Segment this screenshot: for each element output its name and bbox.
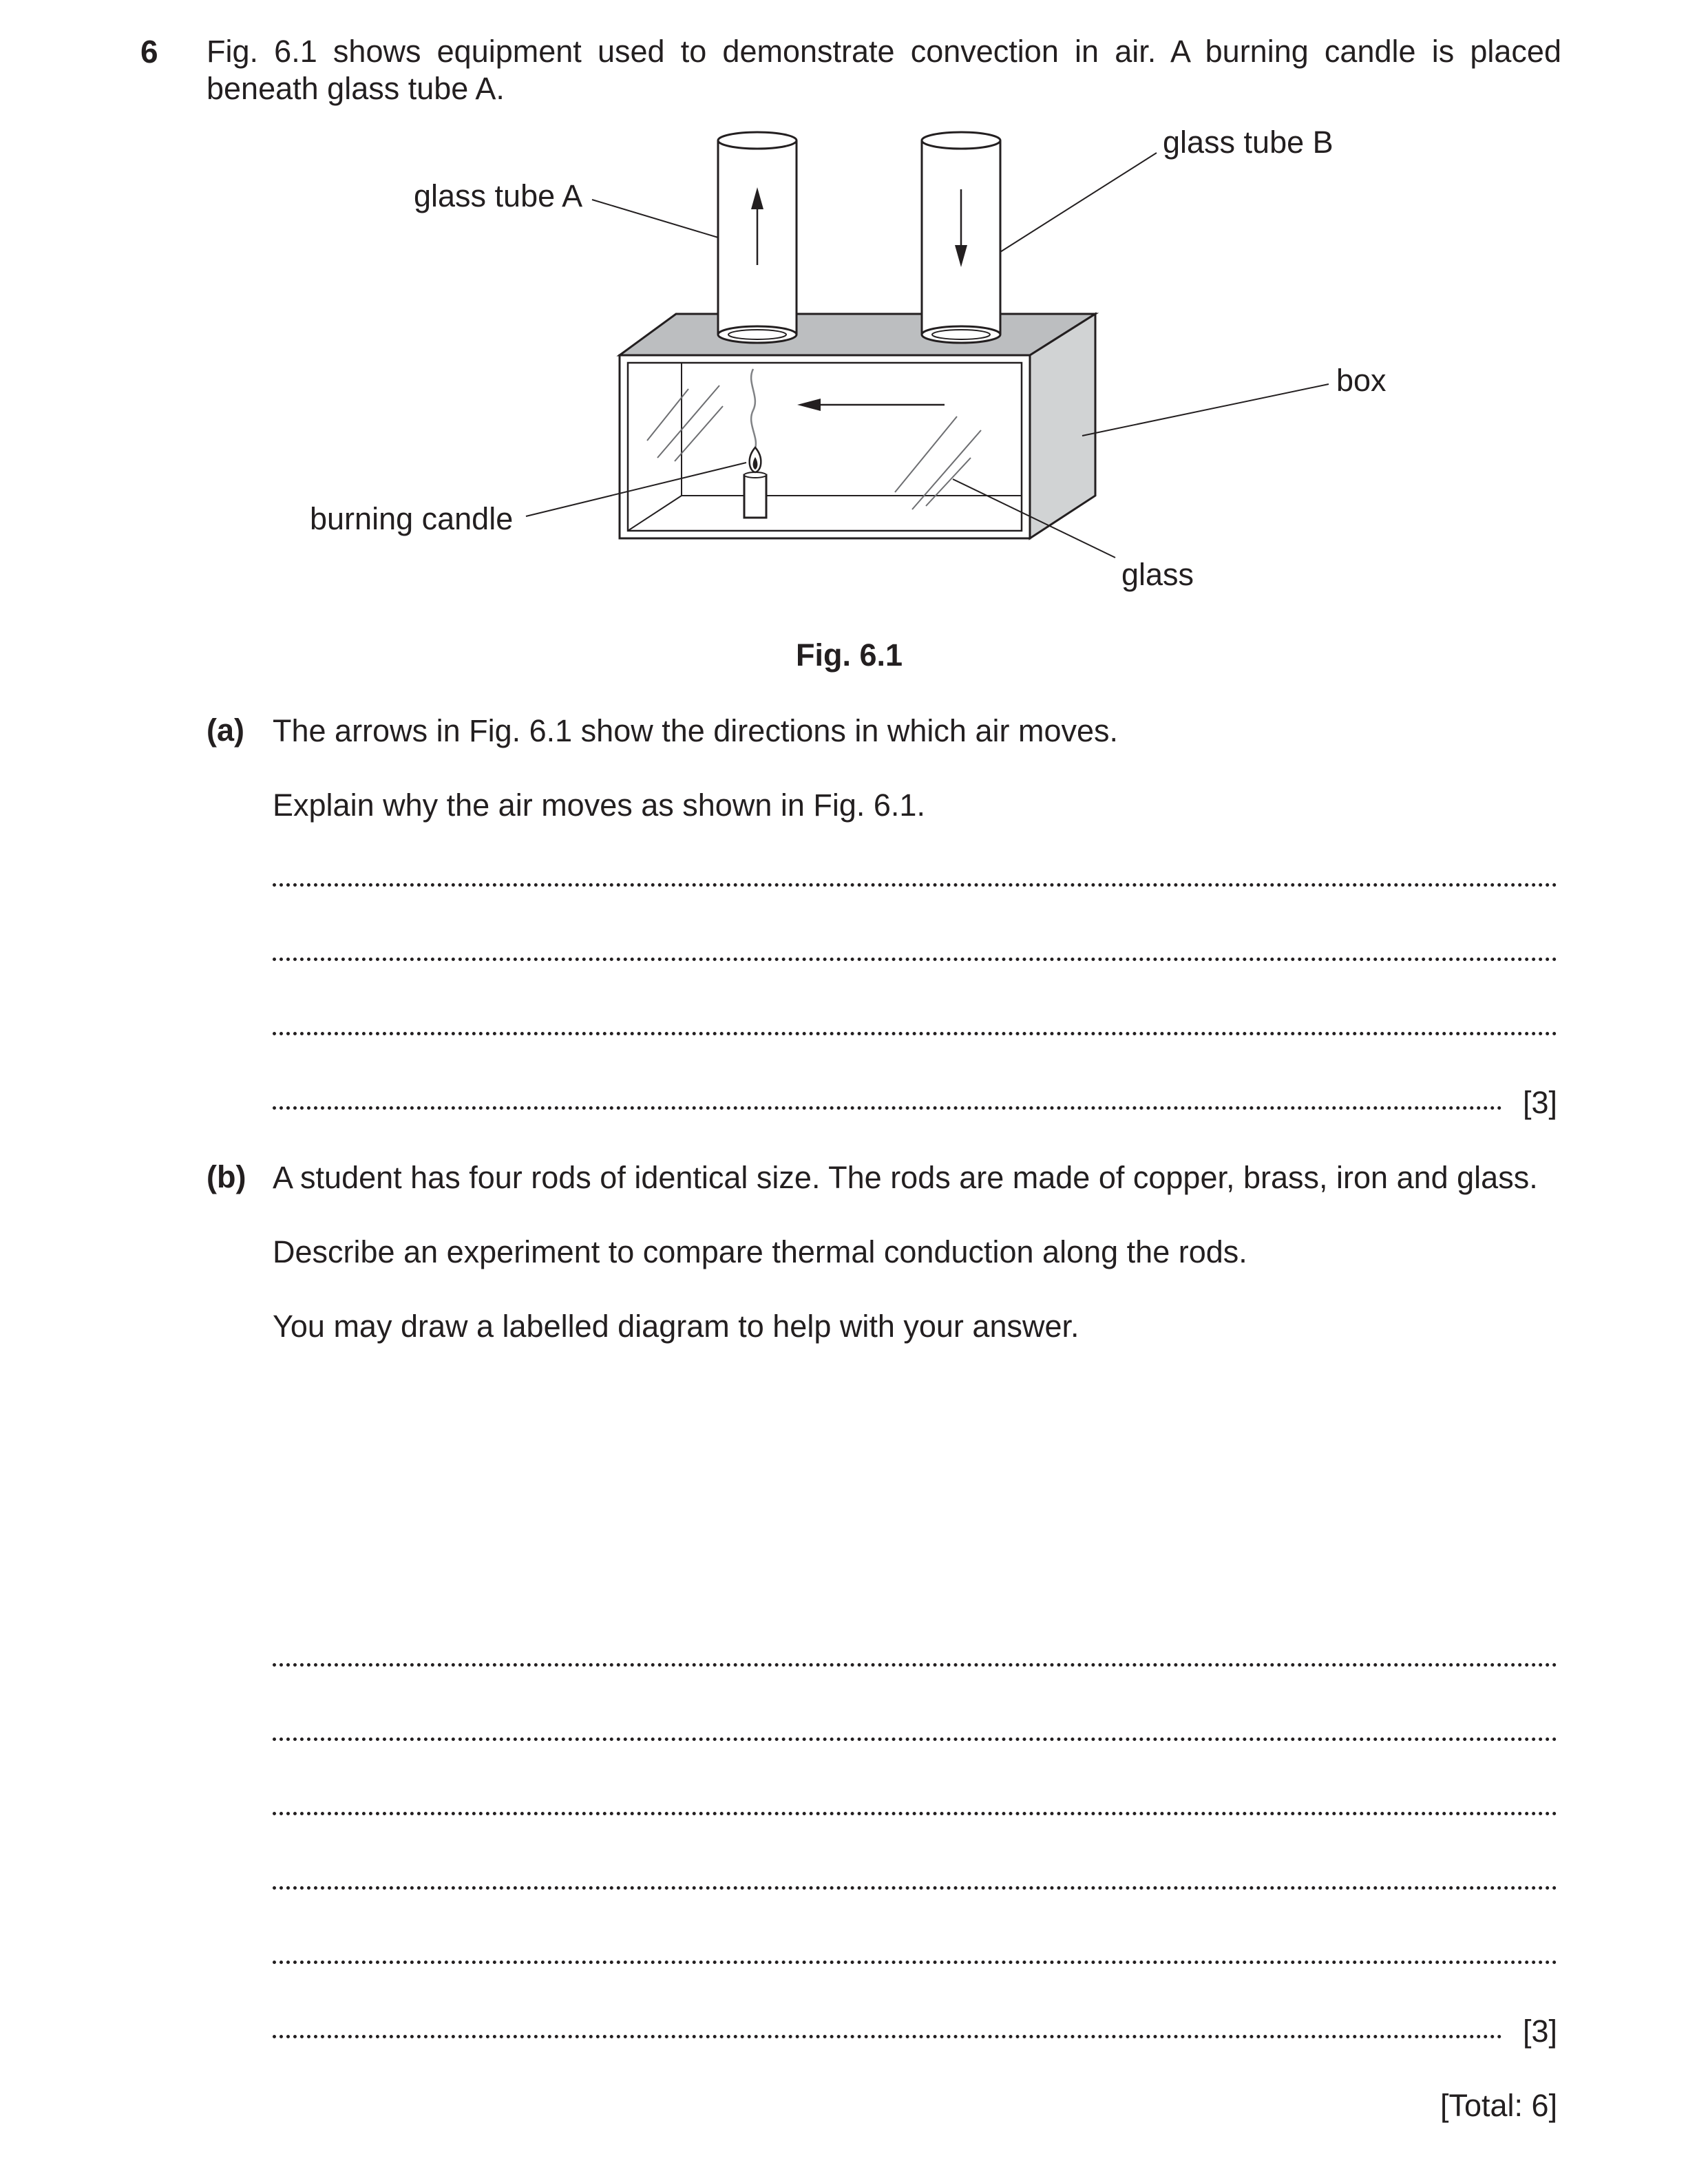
- part-b-text-3: You may draw a labelled diagram to help with your answer.: [273, 1309, 1079, 1344]
- answer-line-a-2[interactable]: [273, 958, 1557, 961]
- part-a-text-2: Explain why the air moves as shown in Fig. 6.1.: [273, 788, 925, 823]
- part-b-label: (b): [207, 1159, 246, 1194]
- answer-line-b-2[interactable]: [273, 1738, 1557, 1741]
- part-a-marks: [3]: [1523, 1085, 1558, 1120]
- part-a-text-1: The arrows in Fig. 6.1 show the directions in which air moves.: [273, 713, 1119, 748]
- answer-line-a-4[interactable]: [273, 1106, 1502, 1110]
- label-box: box: [1336, 363, 1387, 398]
- figure-caption: Fig. 6.1: [796, 637, 903, 673]
- label-glass-tube-a: glass tube A: [414, 178, 583, 213]
- question-intro: Fig. 6.1 shows equipment used to demonstrate convection in air. A burning candle is placed beneath glass tube A.: [207, 34, 1561, 106]
- part-b-text-2: Describe an experiment to compare thermal conduction along the rods.: [273, 1234, 1247, 1269]
- convection-apparatus-diagram: [289, 117, 1418, 613]
- question-number: 6: [140, 34, 158, 70]
- part-a-label: (a): [207, 712, 244, 748]
- answer-line-b-5[interactable]: [273, 1961, 1557, 1964]
- answer-line-b-1[interactable]: [273, 1663, 1557, 1667]
- answer-line-b-6[interactable]: [273, 2035, 1502, 2038]
- leader-box: [1082, 384, 1329, 436]
- total-marks: [Total: 6]: [1440, 2088, 1558, 2123]
- answer-line-a-1[interactable]: [273, 883, 1557, 887]
- answer-line-b-3[interactable]: [273, 1812, 1557, 1815]
- part-b-marks: [3]: [1523, 2014, 1558, 2049]
- label-burning-candle: burning candle: [310, 501, 514, 536]
- figure-6-1: [289, 117, 1418, 613]
- answer-line-a-3[interactable]: [273, 1032, 1557, 1035]
- part-b-text-1: A student has four rods of identical size. The rods are made of copper, brass, iron and glass.: [273, 1160, 1538, 1195]
- answer-line-b-4[interactable]: [273, 1886, 1557, 1890]
- label-glass-tube-b: glass tube B: [1163, 125, 1333, 160]
- box-top-face: [620, 314, 1095, 355]
- diagram-space[interactable]: [273, 1370, 1557, 1631]
- leader-tube-a: [592, 200, 718, 237]
- label-glass: glass: [1121, 557, 1194, 592]
- leader-tube-b: [1000, 153, 1157, 252]
